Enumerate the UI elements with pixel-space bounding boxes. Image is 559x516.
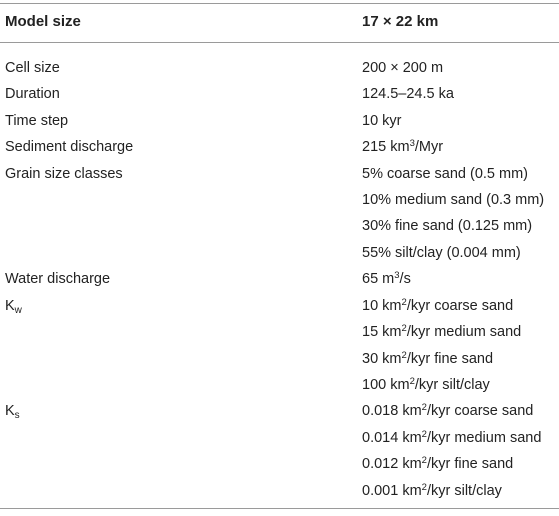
value-ks-medium: 0.014 $km^2$/kyr medium sand [362, 429, 542, 446]
value-water-discharge: 65 $m^3/s$ [362, 270, 411, 287]
value-ks-coarse: 0.018 $km^2$/kyr coarse sand [362, 402, 534, 419]
value-duration: 124.5–24.5 ka [362, 86, 454, 102]
header-model-size: Model size [5, 13, 81, 30]
value-cell-size: 200 × 200 m [362, 60, 444, 76]
value-ks-fine: 0.012 $km^2$/kyr fine sand [362, 455, 514, 472]
param-cell-size: Cell size [5, 60, 60, 76]
value-kw-medium: 15 $km^2$/kyr medium sand [362, 323, 522, 340]
value-grain-size-coarse: 5% coarse sand (0.5 mm) [362, 166, 529, 182]
param-kw: $K_w$ [5, 298, 22, 316]
param-water-discharge: Water discharge [5, 271, 111, 287]
table-header-rule [0, 42, 559, 43]
value-sediment-discharge: 215 $km^3$/Myr [362, 138, 444, 155]
param-grain-size-classes: Grain size classes [5, 166, 123, 182]
param-time-step: Time step [5, 113, 69, 129]
value-kw-fine: 30 $km^2$/kyr fine sand [362, 350, 494, 367]
param-ks: $K_s$ [5, 403, 20, 421]
param-duration: Duration [5, 86, 60, 102]
table-bottom-rule [0, 508, 559, 509]
value-kw-coarse: 10 $km^2$/kyr coarse sand [362, 297, 514, 314]
table-top-rule [0, 3, 559, 4]
value-grain-size-medium: 10% medium sand (0.3 mm) [362, 192, 545, 208]
header-model-dimensions: 17 × 22 km [362, 13, 439, 30]
value-grain-size-silt: 55% silt/clay (0.004 mm) [362, 245, 521, 261]
value-grain-size-fine: 30% fine sand (0.125 mm) [362, 218, 533, 234]
value-kw-silt: 100 $km^2$/kyr silt/clay [362, 376, 490, 393]
param-sediment-discharge: Sediment discharge [5, 139, 134, 155]
value-time-step: 10 kyr [362, 113, 402, 129]
value-ks-silt: 0.001 $km^2$/kyr silt/clay [362, 482, 502, 499]
